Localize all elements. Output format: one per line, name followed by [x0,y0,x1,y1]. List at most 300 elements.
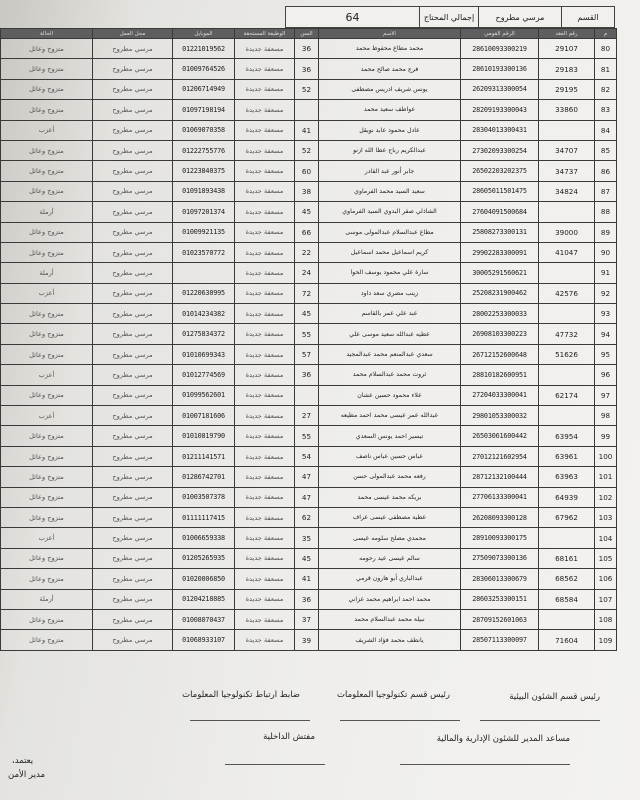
table-row [1,100,617,120]
table-row [1,609,617,629]
cell-no: 88 [595,202,617,222]
cell-contract [539,365,595,385]
cell-mobile: 01009921135 [173,222,235,242]
table-row [1,528,617,548]
column-header: رقم العقد [539,29,595,39]
column-header: الرقم القومي [461,29,539,39]
table-row [1,59,617,79]
cell-contract [539,120,595,140]
cell-mobile [173,263,235,283]
cell-status: أعزب [1,528,93,548]
cell-name: سعيد السيد محمد الفرماوي [319,181,461,201]
cell-work: مرسي مطروح [93,426,173,446]
cell-job: مسعفة جديدة [235,446,295,466]
cell-name: الشاذلي صقر البدوي السيد الفرماوي [319,202,461,222]
cell-work: مرسي مطروح [93,609,173,629]
signature-admin-assistant: مساعد المدير للشئون الإدارية والمالية [436,734,570,744]
cell-name: عطيه عبدالله سعيد موسى علي [319,324,461,344]
cell-no: 106 [595,569,617,589]
cell-age: 36 [295,365,319,385]
cell-mobile: 01069070358 [173,120,235,140]
cell-name: فرج محمد صالح محمد [319,59,461,79]
cell-age: 45 [295,304,319,324]
cell-no: 101 [595,467,617,487]
table-row [1,487,617,507]
column-header: م [595,29,617,39]
cell-no: 100 [595,446,617,466]
cell-job: مسعفة جديدة [235,589,295,609]
table-row [1,507,617,527]
cell-job: مسعفة جديدة [235,365,295,385]
cell-name: جابر أنور عبد القادر [319,161,461,181]
cell-status: متزوج وعائل [1,385,93,405]
cell-name: زينب مصري سعد داود [319,283,461,303]
cell-name: كريم اسماعيل محمد اسماعيل [319,242,461,262]
signature-line [190,720,310,721]
cell-name: مطاع عبدالسلام عبدالمولى موسى [319,222,461,242]
cell-work: مرسي مطروح [93,39,173,59]
table-row [1,406,617,426]
cell-no: 105 [595,548,617,568]
table-row [1,344,617,364]
table-row [1,589,617,609]
cell-job: مسعفة جديدة [235,609,295,629]
cell-mobile: 01221019562 [173,39,235,59]
cell-status: متزوج وعائل [1,39,93,59]
cell-nid: 27204033300041 [461,385,539,405]
cell-nid: 26908103300223 [461,324,539,344]
cell-work: مرسي مطروح [93,304,173,324]
cell-status: أرملة [1,589,93,609]
column-header: الوظيفة المستحقة [235,29,295,39]
cell-age: 52 [295,140,319,160]
cell-nid: 30005291560621 [461,263,539,283]
cell-age: 47 [295,467,319,487]
cell-mobile: 01099562601 [173,385,235,405]
cell-no: 102 [595,487,617,507]
table-row [1,242,617,262]
cell-nid: 25808273300131 [461,222,539,242]
cell-job: مسعفة جديدة [235,222,295,242]
cell-name: نبيلة محمد عبدالسلام محمد [319,609,461,629]
cell-nid: 28209193300043 [461,100,539,120]
cell-job: مسعفة جديدة [235,467,295,487]
cell-contract [539,304,595,324]
cell-contract [539,263,595,283]
cell-no: 109 [595,630,617,650]
table-row [1,385,617,405]
cell-job: مسعفة جديدة [235,120,295,140]
cell-nid: 26712152600648 [461,344,539,364]
cell-name: عبد علي عمر بالقاسم [319,304,461,324]
cell-job: مسعفة جديدة [235,283,295,303]
cell-contract: 71604 [539,630,595,650]
total-label: إجمالي المحتاج [419,7,478,27]
cell-work: مرسي مطروح [93,324,173,344]
cell-no: 104 [595,528,617,548]
cell-status: أعزب [1,365,93,385]
cell-work: مرسي مطروح [93,283,173,303]
approval-label: يعتمد، [12,756,34,766]
cell-name: تيسير احمد يونس السعدي [319,426,461,446]
cell-name: عطية مصطفى عيسى عراف [319,507,461,527]
cell-no: 93 [595,304,617,324]
cell-mobile: 01003507378 [173,487,235,507]
cell-mobile: 01008070437 [173,609,235,629]
cell-nid: 26209313300054 [461,79,539,99]
cell-work: مرسي مطروح [93,140,173,160]
table-row [1,304,617,324]
cell-name: محمدي مصلح سلومه عيسى [319,528,461,548]
cell-no: 94 [595,324,617,344]
cell-age [295,100,319,120]
cell-age: 66 [295,222,319,242]
cell-work: مرسي مطروح [93,569,173,589]
table-row [1,630,617,650]
cell-name: سالم عيسى عيد رحومه [319,548,461,568]
cell-job: مسعفة جديدة [235,385,295,405]
signature-line [225,764,325,765]
cell-job: مسعفة جديدة [235,304,295,324]
cell-work: مرسي مطروح [93,100,173,120]
cell-status: متزوج وعائل [1,467,93,487]
cell-mobile: 01220630995 [173,283,235,303]
cell-nid: 26502203202375 [461,161,539,181]
cell-nid: 27706133300041 [461,487,539,507]
table-row [1,120,617,140]
cell-name: محمد مطاع محفوظ محمد [319,39,461,59]
cell-work: مرسي مطروح [93,365,173,385]
cell-contract: 29107 [539,39,595,59]
cell-contract: 67962 [539,507,595,527]
cell-name: عبدالله عمر عيسى محمد احمد مطيعه [319,406,461,426]
table-row [1,365,617,385]
cell-name: رفعه محمد عبدالمولى حسن [319,467,461,487]
cell-age: 55 [295,324,319,344]
cell-contract: 63961 [539,446,595,466]
cell-age: 22 [295,242,319,262]
cell-nid: 29801053300032 [461,406,539,426]
cell-age: 60 [295,161,319,181]
cell-mobile: 01020006850 [173,569,235,589]
table-row [1,79,617,99]
cell-age: 45 [295,202,319,222]
signature-environment-head: رئيس قسم الشئون البيئية [509,692,600,702]
cell-work: مرسي مطروح [93,548,173,568]
cell-name: عباس حسين عباس ناصف [319,446,461,466]
cell-contract: 42576 [539,283,595,303]
column-header: الاسم [319,29,461,39]
cell-mobile: 01006659338 [173,528,235,548]
cell-no: 98 [595,406,617,426]
cell-status: متزوج وعائل [1,161,93,181]
signature-line [340,720,460,721]
cell-job: مسعفة جديدة [235,79,295,99]
cell-name: بريكه محمد عيسى محمد [319,487,461,507]
cell-status: متزوج وعائل [1,181,93,201]
cell-age: 35 [295,528,319,548]
table-row [1,467,617,487]
cell-status: أعزب [1,120,93,140]
cell-name: عواطف سعيد محمد [319,100,461,120]
cell-name: سعدي عبدالمنعم محمد عبدالمجيد [319,344,461,364]
cell-name: عبدالكريم رباح عطا الله ازنو [319,140,461,160]
cell-status: أرملة [1,263,93,283]
cell-job: مسعفة جديدة [235,569,295,589]
cell-nid: 26208093300128 [461,507,539,527]
table-row [1,140,617,160]
cell-job: مسعفة جديدة [235,263,295,283]
cell-name: يونس شريف ادريس مصطفى [319,79,461,99]
cell-mobile: 01204218885 [173,589,235,609]
cell-age: 57 [295,344,319,364]
table-row [1,324,617,344]
cell-no: 92 [595,283,617,303]
cell-contract: 63963 [539,467,595,487]
cell-nid: 28709152601063 [461,609,539,629]
cell-age: 36 [295,589,319,609]
cell-mobile: 01222755776 [173,140,235,160]
cell-work: مرسي مطروح [93,242,173,262]
cell-contract [539,528,595,548]
cell-work: مرسي مطروح [93,467,173,487]
cell-contract: 34737 [539,161,595,181]
cell-mobile: 01010699343 [173,344,235,364]
cell-nid: 26503061600442 [461,426,539,446]
cell-job: مسعفة جديدة [235,242,295,262]
cell-age: 62 [295,507,319,527]
cell-no: 83 [595,100,617,120]
cell-work: مرسي مطروح [93,181,173,201]
cell-job: مسعفة جديدة [235,59,295,79]
cell-mobile: 01111117415 [173,507,235,527]
personnel-table [0,28,617,651]
signature-inspector: مفتش الداخلية [263,732,315,742]
cell-name: سارة علي محمود يوسف الحوا [319,263,461,283]
cell-status: أعزب [1,406,93,426]
cell-job: مسعفة جديدة [235,140,295,160]
cell-no: 91 [595,263,617,283]
cell-name: عبدالباري أبو هارون قرمي [319,569,461,589]
cell-age: 55 [295,426,319,446]
cell-age: 72 [295,283,319,303]
cell-status: متزوج وعائل [1,222,93,242]
cell-nid: 28610093300219 [461,39,539,59]
cell-contract: 29195 [539,79,595,99]
total-value: 64 [345,10,360,24]
cell-job: مسعفة جديدة [235,507,295,527]
sheet-header [285,6,615,28]
cell-work: مرسي مطروح [93,528,173,548]
cell-nid: 28910093300175 [461,528,539,548]
department-label: القسم [561,7,614,27]
cell-status: متزوج وعائل [1,242,93,262]
cell-nid: 28610193300136 [461,59,539,79]
cell-name: يانطف محمد فؤاد الشريف [319,630,461,650]
cell-work: مرسي مطروح [93,263,173,283]
cell-status: أعزب [1,283,93,303]
cell-work: مرسي مطروح [93,222,173,242]
cell-contract: 34707 [539,140,595,160]
cell-age: 41 [295,569,319,589]
cell-status: متزوج وعائل [1,100,93,120]
column-header: السن [295,29,319,39]
cell-name: عادل محمود عابد نويقل [319,120,461,140]
table-row [1,39,617,59]
cell-name: محمد احمد ابراهيم محمد عزاني [319,589,461,609]
signature-it-head: رئيس قسم تكنولوجيا المعلومات [336,690,450,700]
cell-mobile: 01068933107 [173,630,235,650]
cell-job: مسعفة جديدة [235,548,295,568]
cell-no: 89 [595,222,617,242]
cell-work: مرسي مطروح [93,344,173,364]
cell-nid: 28306013300679 [461,569,539,589]
table-row [1,181,617,201]
cell-contract [539,406,595,426]
cell-no: 97 [595,385,617,405]
cell-no: 107 [595,589,617,609]
cell-nid: 28603253300151 [461,589,539,609]
cell-no: 84 [595,120,617,140]
cell-mobile: 01014234382 [173,304,235,324]
cell-age: 36 [295,39,319,59]
cell-nid: 28605011501475 [461,181,539,201]
cell-age: 52 [295,79,319,99]
cell-status: متزوج وعائل [1,507,93,527]
cell-age: 47 [295,487,319,507]
cell-no: 103 [595,507,617,527]
cell-status: متزوج وعائل [1,487,93,507]
cell-contract: 47732 [539,324,595,344]
cell-nid: 28810182600951 [461,365,539,385]
cell-no: 108 [595,609,617,629]
cell-job: مسعفة جديدة [235,202,295,222]
cell-mobile: 01007181606 [173,406,235,426]
cell-status: متزوج وعائل [1,569,93,589]
cell-work: مرسي مطروح [93,589,173,609]
cell-nid: 29902283300091 [461,242,539,262]
cell-job: مسعفة جديدة [235,528,295,548]
cell-status: أرملة [1,202,93,222]
signature-it-liaison: ضابط ارتباط تكنولوجيا المعلومات [182,690,300,700]
cell-job: مسعفة جديدة [235,39,295,59]
cell-nid: 28304013300431 [461,120,539,140]
cell-nid: 28002253300033 [461,304,539,324]
cell-status: متزوج وعائل [1,609,93,629]
cell-status: متزوج وعائل [1,324,93,344]
cell-contract [539,202,595,222]
cell-nid: 28712132100444 [461,467,539,487]
cell-no: 99 [595,426,617,446]
cell-contract: 68584 [539,589,595,609]
cell-job: مسعفة جديدة [235,344,295,364]
cell-no: 81 [595,59,617,79]
cell-mobile: 01211141571 [173,446,235,466]
column-header: محل العمل [93,29,173,39]
cell-age: 41 [295,120,319,140]
table-row [1,548,617,568]
cell-mobile: 01275834372 [173,324,235,344]
cell-nid: 27604091500684 [461,202,539,222]
cell-status: متزوج وعائل [1,344,93,364]
cell-contract: 41047 [539,242,595,262]
cell-mobile: 01097198194 [173,100,235,120]
cell-job: مسعفة جديدة [235,426,295,446]
table-row [1,446,617,466]
cell-status: متزوج وعائل [1,59,93,79]
cell-age: 27 [295,406,319,426]
table-row [1,161,617,181]
cell-work: مرسي مطروح [93,59,173,79]
cell-contract: 68161 [539,548,595,568]
cell-mobile: 01206714949 [173,79,235,99]
cell-mobile: 01010819790 [173,426,235,446]
cell-no: 87 [595,181,617,201]
column-header: الموبايل [173,29,235,39]
table-row [1,569,617,589]
cell-status: متزوج وعائل [1,548,93,568]
cell-contract [539,609,595,629]
cell-job: مسعفة جديدة [235,181,295,201]
cell-nid: 27509073300136 [461,548,539,568]
cell-contract: 34824 [539,181,595,201]
table-row [1,426,617,446]
table-row [1,222,617,242]
cell-age: 24 [295,263,319,283]
table-row [1,263,617,283]
cell-name: ثروت محمد عبدالسلام محمد [319,365,461,385]
cell-work: مرسي مطروح [93,202,173,222]
cell-job: مسعفة جديدة [235,406,295,426]
cell-no: 95 [595,344,617,364]
column-header: الحالة [1,29,93,39]
cell-job: مسعفة جديدة [235,630,295,650]
cell-contract: 39000 [539,222,595,242]
cell-contract: 29183 [539,59,595,79]
cell-no: 82 [595,79,617,99]
cell-contract: 62174 [539,385,595,405]
cell-mobile: 01205265935 [173,548,235,568]
table-header-row [1,29,617,39]
cell-work: مرسي مطروح [93,507,173,527]
cell-contract: 51626 [539,344,595,364]
cell-mobile: 01223840375 [173,161,235,181]
cell-work: مرسي مطروح [93,406,173,426]
cell-status: متزوج وعائل [1,630,93,650]
cell-no: 80 [595,39,617,59]
cell-age: 54 [295,446,319,466]
cell-nid: 27302093300254 [461,140,539,160]
cell-work: مرسي مطروح [93,487,173,507]
cell-nid: 28507113300097 [461,630,539,650]
signature-line [400,764,570,765]
cell-job: مسعفة جديدة [235,324,295,344]
cell-mobile: 01009764526 [173,59,235,79]
cell-status: متزوج وعائل [1,140,93,160]
cell-job: مسعفة جديدة [235,161,295,181]
cell-mobile: 01091893438 [173,181,235,201]
cell-mobile: 01286742701 [173,467,235,487]
cell-mobile: 01097201374 [173,202,235,222]
signature-line [480,720,600,721]
approval-title: مدير الأمن [8,770,46,780]
cell-work: مرسي مطروح [93,79,173,99]
table-row [1,283,617,303]
cell-age [295,385,319,405]
cell-status: متزوج وعائل [1,79,93,99]
cell-no: 86 [595,161,617,181]
cell-contract: 68562 [539,569,595,589]
